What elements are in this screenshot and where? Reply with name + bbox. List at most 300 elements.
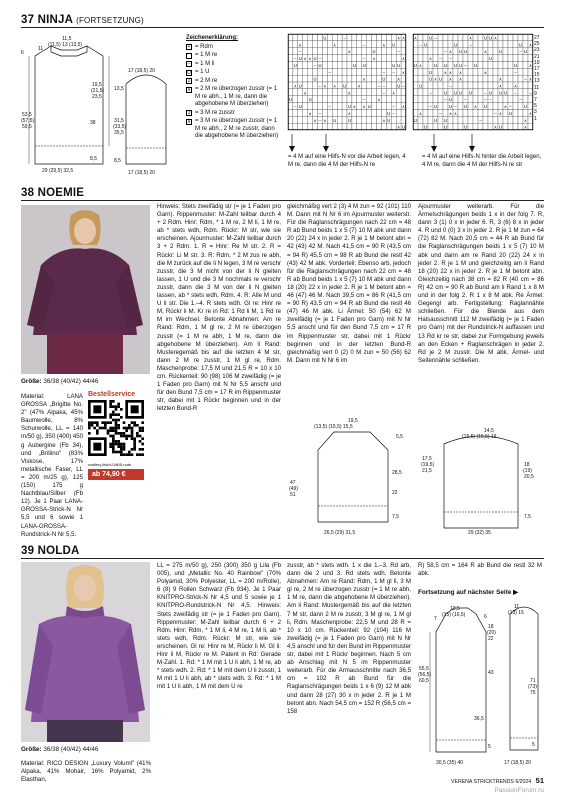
legend-item	[186, 61, 280, 69]
chart-cell	[362, 123, 367, 130]
chart-symbol: ∧	[498, 110, 503, 116]
chart-cell	[332, 75, 337, 82]
chart-cell	[357, 123, 362, 130]
chart-cell	[458, 55, 463, 62]
noemie-size-value: 36/38 (40/42) 44/46	[43, 378, 99, 385]
chart-cell	[367, 41, 372, 48]
chart-cell	[488, 116, 493, 123]
chart-cell	[352, 89, 357, 96]
chart-row-number: 25	[534, 41, 540, 48]
nolda-dim-10: 60,5	[419, 678, 429, 684]
chart-cell	[438, 61, 443, 68]
chart-symbol: –	[444, 97, 447, 103]
chart-cell	[377, 109, 382, 116]
chart-cell	[337, 41, 342, 48]
chart-symbol: ∧	[397, 35, 401, 41]
qr-module	[125, 427, 128, 430]
chart-cell	[322, 55, 327, 62]
chart-symbol: ∧	[498, 76, 503, 82]
chart-cell	[423, 55, 428, 62]
qr-module	[139, 453, 142, 456]
chart-cell	[493, 75, 498, 82]
chart-symbol: –	[449, 56, 452, 62]
ninja-sleeve-dim-2: 13,5	[114, 86, 124, 92]
chart-cell	[318, 68, 323, 75]
chart-cell	[342, 123, 347, 130]
qr-module	[115, 419, 118, 422]
ninja-sleeve-dim-1: 17 (18,5) 20	[128, 68, 155, 74]
qr-module	[141, 421, 144, 424]
chart-cell	[488, 123, 493, 130]
chart-row-number: 19	[534, 59, 540, 66]
chart-cell	[391, 75, 396, 82]
chart-cell	[386, 41, 391, 48]
chart-cell	[453, 34, 458, 41]
chart-row-number: 21	[534, 53, 540, 60]
qr-module	[91, 421, 94, 424]
chart-cell	[327, 75, 332, 82]
ninja-caption-left: = 4 M auf eine Hilfs-N vor die Arbeit legen, 4 M re, dann die 4 M der Hilfs-N re	[288, 154, 406, 168]
chart-cell	[423, 48, 428, 55]
chart-cell	[443, 55, 448, 62]
chart-symbol: –	[392, 110, 395, 116]
qr-module	[128, 451, 131, 454]
ninja-front-dim-10: 59,5	[22, 124, 32, 130]
chart-cell	[352, 75, 357, 82]
chart-cell	[463, 82, 468, 89]
chart-cell	[381, 96, 386, 103]
chart-cell	[396, 68, 401, 75]
chart-symbol: ∧	[352, 104, 356, 110]
chart-cell	[327, 48, 332, 55]
chart-cell	[478, 34, 483, 41]
chart-cell	[303, 109, 308, 116]
chart-cell	[518, 103, 523, 110]
chart-cell	[322, 89, 327, 96]
chart-row-number: 13	[534, 78, 540, 85]
chart-cell	[386, 48, 391, 55]
chart-cell	[418, 68, 423, 75]
chart-cell	[443, 103, 448, 110]
chart-cell	[377, 116, 382, 123]
chart-symbol: U	[413, 62, 418, 68]
chart-cell	[367, 61, 372, 68]
chart-cell	[438, 89, 443, 96]
chart-cell	[488, 75, 493, 82]
chart-symbol: U	[453, 62, 458, 68]
chart-cell	[298, 96, 303, 103]
chart-symbol: ∧	[503, 104, 508, 110]
nolda-title: 39 NOLDA	[21, 545, 80, 557]
chart-cell	[453, 116, 458, 123]
chart-cell	[308, 41, 313, 48]
chart-cell	[413, 96, 418, 103]
chart-cell	[463, 116, 468, 123]
chart-cell	[362, 68, 367, 75]
chart-cell	[362, 116, 367, 123]
chart-cell	[493, 41, 498, 48]
chart-symbol: ∧	[528, 62, 533, 68]
service-url[interactable]: craftery.link/v24ii05-rode	[88, 462, 132, 467]
qr-module	[141, 448, 144, 451]
chart-symbol: –	[377, 83, 381, 89]
qr-module	[141, 427, 144, 430]
chart-cell	[468, 96, 473, 103]
qr-module	[125, 437, 128, 440]
chart-cell	[508, 48, 513, 55]
noemie-sleeve-schematic	[426, 428, 536, 544]
legend-item	[186, 44, 280, 52]
qr-module	[125, 429, 128, 432]
chart-symbol: U	[443, 62, 448, 68]
chart-cell	[347, 75, 352, 82]
chart-cell	[362, 34, 367, 41]
chart-symbol: U	[298, 104, 302, 110]
qr-module	[93, 427, 96, 430]
chart-symbol: U	[323, 35, 327, 41]
chart-symbol: U	[397, 62, 401, 68]
qr-module	[115, 421, 118, 424]
qr-module	[112, 437, 115, 440]
noemie-material: Material: LANA GROSSA „Brigitte No. 2" (47% Alpaka, 45% Baumwolle, 8% Schurwolle, LL = 140 m/50 g), 350 (400) 450 g Aubergine (Fb 34), und „Brillino" (83% Viskose, 17% metallische Faser, LL = 200 m/25 g), 125 (150) 175 g Nachtblau/Silber (Fb 12). Je 1 Paar LANA-GROSSA-Strick-N Nr 5,5 und 6 sowie 1 LANA-GROSSA-Rundstrick-N Nr 5,5.	[21, 393, 83, 538]
chart-cell	[396, 116, 401, 123]
chart-symbol: –	[519, 97, 522, 103]
qr-module	[131, 429, 134, 432]
chart-symbol: –	[419, 42, 422, 48]
chart-cell	[401, 75, 406, 82]
chart-cell	[288, 34, 293, 41]
chart-symbol: –	[439, 110, 442, 116]
chart-symbol: U	[298, 83, 302, 89]
qr-module	[93, 421, 96, 424]
chart-symbol: U	[483, 104, 488, 110]
chart-cell	[303, 34, 308, 41]
noemie-body-dim-8: 22	[392, 490, 398, 496]
qr-module	[96, 424, 99, 427]
ninja-chart-right	[413, 34, 533, 130]
chart-cell	[386, 123, 391, 130]
ninja-front-dim-11: 38	[90, 120, 96, 126]
chart-cell	[381, 103, 386, 110]
nolda-continue[interactable]: Fortsetzung auf nächster Seite ▶	[418, 589, 519, 596]
qr-module	[115, 432, 118, 435]
ninja-front-dim-9: (57,5)	[21, 118, 35, 124]
noemie-size	[21, 378, 98, 385]
chart-cell	[468, 55, 473, 62]
chart-cell	[293, 123, 298, 130]
ninja-title: 37 NINJA	[21, 14, 73, 26]
noemie-order-service	[88, 391, 152, 480]
chart-cell	[332, 68, 337, 75]
chart-cell	[453, 55, 458, 62]
chart-cell	[418, 103, 423, 110]
chart-cell	[498, 116, 503, 123]
ninja-front-dim-1: 11,5	[62, 36, 72, 42]
noemie-body-dim-10: 26,5 (29) 31,5	[324, 530, 356, 536]
noemie-sleeve-dim-5: 21,5	[422, 468, 432, 474]
chart-symbol: U	[433, 62, 438, 68]
legend-symbol-icon: +	[187, 44, 191, 50]
chart-cell	[288, 116, 293, 123]
nolda-dim-11: 43	[488, 670, 494, 676]
chart-symbol: ∧	[402, 104, 406, 110]
nolda-size-value: 36/38 (40/42) 44/46	[43, 746, 99, 753]
qr-module	[88, 432, 91, 435]
chart-symbol: –	[382, 90, 386, 96]
chart-cell	[433, 96, 438, 103]
chart-cell	[308, 34, 313, 41]
legend-text: = 3 M re überzogen zusstr (= 1 M re abh., 2 M re zusstr, dann die abgehobene M überziehen)	[195, 118, 279, 139]
chart-row-number: 7	[534, 97, 537, 104]
chart-cell	[377, 68, 382, 75]
nolda-rule	[21, 558, 544, 559]
chart-cell	[518, 55, 523, 62]
chart-cell	[308, 68, 313, 75]
chart-cell	[322, 103, 327, 110]
chart-cell	[418, 48, 423, 55]
chart-symbol: –	[444, 49, 447, 55]
chart-cell	[372, 68, 377, 75]
chart-symbol: –	[469, 42, 472, 48]
chart-symbol: U	[428, 35, 433, 41]
chart-symbol: –	[429, 104, 432, 110]
chart-cell	[327, 61, 332, 68]
chart-cell	[473, 96, 478, 103]
chart-cell	[478, 55, 483, 62]
chart-cell	[473, 123, 478, 130]
ninja-cable-icons	[288, 132, 544, 154]
noemie-sleeve-dim-3: 17,5	[422, 456, 432, 462]
chart-cell	[508, 116, 513, 123]
chart-cell	[372, 75, 377, 82]
legend-item	[186, 118, 280, 141]
chart-symbol: U	[463, 49, 468, 55]
chart-cell	[318, 34, 323, 41]
chart-cell	[318, 123, 323, 130]
chart-cell	[298, 123, 303, 130]
chart-symbol: ∧	[303, 90, 307, 96]
qr-module	[104, 427, 107, 430]
chart-cell	[518, 61, 523, 68]
chart-symbol: U	[397, 83, 401, 89]
chart-cell	[498, 55, 503, 62]
chart-cell	[518, 116, 523, 123]
chart-cell	[396, 55, 401, 62]
chart-cell	[298, 116, 303, 123]
chart-cell	[293, 41, 298, 48]
chart-cell	[391, 55, 396, 62]
qr-module	[107, 432, 110, 435]
ninja-front-dim-12: 8,5	[90, 156, 97, 162]
chart-cell	[428, 41, 433, 48]
qr-module	[115, 424, 118, 427]
chart-cell	[308, 103, 313, 110]
chart-cell	[322, 109, 327, 116]
chart-cell	[372, 89, 377, 96]
nolda-size-label: Größe:	[21, 746, 42, 753]
chart-cell	[513, 109, 518, 116]
chart-cell	[528, 123, 533, 130]
chart-cell	[313, 109, 318, 116]
qr-module	[141, 453, 144, 456]
chart-row-number: 23	[534, 47, 540, 54]
qr-module	[120, 435, 123, 438]
chart-cell	[391, 82, 396, 89]
chart-symbol: –	[494, 110, 497, 116]
chart-symbol: –	[464, 97, 467, 103]
qr-module	[115, 427, 118, 430]
ninja-front-dim-7: 23,5	[92, 94, 102, 100]
chart-symbol: U	[498, 49, 503, 55]
chart-cell	[473, 68, 478, 75]
chart-symbol: ∧	[323, 117, 327, 123]
noemie-body-dim-1: 19,5	[348, 418, 358, 424]
chart-cell	[288, 82, 293, 89]
chart-symbol: U	[468, 90, 473, 96]
chart-cell	[488, 68, 493, 75]
chart-cell	[367, 109, 372, 116]
noemie-body-dim-9: 7,5	[392, 514, 399, 520]
chart-symbol: U	[483, 35, 488, 41]
ninja-front-dim-13: 29 (29,5) 32,5	[42, 168, 74, 174]
legend-item	[186, 52, 280, 60]
noemie-body-dim-6: (49)	[289, 486, 298, 492]
chart-cell	[377, 103, 382, 110]
chart-cell	[478, 82, 483, 89]
qr-module	[107, 429, 110, 432]
chart-symbol: –	[318, 110, 322, 116]
chart-cell	[332, 55, 337, 62]
qr-module	[131, 437, 134, 440]
chart-symbol: U	[423, 124, 428, 130]
legend-text: = 2 M re überzogen zusstr (= 1 M re abh., 1 M re, dann die abgehobene M überziehen)	[195, 86, 278, 107]
chart-cell	[463, 75, 468, 82]
chart-cell	[483, 123, 488, 130]
chart-symbol: ∧	[333, 42, 337, 48]
chart-cell	[413, 75, 418, 82]
chart-cell	[448, 34, 453, 41]
chart-cell	[448, 41, 453, 48]
chart-row-number: 5	[534, 103, 537, 110]
chart-cell	[488, 48, 493, 55]
chart-cell	[377, 75, 382, 82]
chart-symbol: U	[418, 83, 423, 89]
ninja-front-dim-2: (11,5) 13 (13,5)	[48, 42, 83, 48]
chart-symbol: –	[328, 69, 331, 75]
chart-cell	[342, 89, 347, 96]
ninja-front-schematic	[21, 34, 113, 184]
qr-code-icon[interactable]	[88, 400, 144, 456]
chart-cell	[528, 82, 533, 89]
chart-symbol: –	[343, 35, 346, 41]
chart-cell	[298, 89, 303, 96]
chart-cell	[503, 109, 508, 116]
chart-cell	[322, 68, 327, 75]
chart-cell	[288, 68, 293, 75]
chart-cell	[303, 61, 308, 68]
chart-cell	[322, 75, 327, 82]
chart-cell	[342, 109, 347, 116]
chart-cell	[308, 48, 313, 55]
chart-cell	[483, 41, 488, 48]
qr-module	[117, 451, 120, 454]
chart-cell	[438, 68, 443, 75]
chart-row-number: 11	[534, 84, 540, 91]
chart-cell	[362, 89, 367, 96]
chart-row-number: 1	[534, 115, 537, 122]
chart-cell	[372, 109, 377, 116]
legend-symbol-icon: ∧	[187, 118, 191, 125]
chart-symbol: ∧	[418, 62, 423, 68]
chart-cell	[433, 109, 438, 116]
chart-symbol: –	[294, 104, 297, 110]
chart-cell	[508, 89, 513, 96]
noemie-body-dim-2: (13,5) (15,5) 15,5	[314, 424, 353, 430]
chart-cell	[458, 34, 463, 41]
chart-cell	[438, 123, 443, 130]
chart-symbol: –	[489, 97, 492, 103]
qr-module	[120, 448, 123, 451]
noemie-body-dim-7: 51	[290, 492, 296, 498]
chart-cell	[523, 68, 528, 75]
chart-cell	[473, 41, 478, 48]
chart-cell	[423, 103, 428, 110]
qr-module	[131, 421, 134, 424]
chart-cell	[498, 96, 503, 103]
chart-cell	[438, 116, 443, 123]
chart-cell	[503, 48, 508, 55]
chart-cell	[367, 68, 372, 75]
footer-brand: VERENA STRICKTRENDS 6/2024	[451, 779, 532, 785]
chart-cell	[418, 89, 423, 96]
chart-symbol: ∧	[347, 49, 351, 55]
qr-module	[115, 405, 118, 408]
chart-cell	[357, 109, 362, 116]
chart-cell	[428, 82, 433, 89]
qr-module	[120, 451, 123, 454]
chart-cell	[428, 123, 433, 130]
chart-cell	[528, 48, 533, 55]
nolda-dim-2: (15) (16,5)	[442, 612, 466, 618]
chart-symbol: U	[503, 90, 508, 96]
chart-symbol: ∧	[473, 104, 478, 110]
chart-cell	[337, 75, 342, 82]
chart-cell	[337, 61, 342, 68]
footer-site[interactable]: PassionForum.ru	[494, 787, 544, 794]
chart-symbol: ∧	[308, 56, 312, 62]
chart-cell	[327, 116, 332, 123]
chart-cell	[503, 96, 508, 103]
chart-cell	[327, 123, 332, 130]
chart-cell	[523, 55, 528, 62]
nolda-col-3: zusstr, ab * stets wdh. 1 x die 1.–3. Rd arb, dann die 2 und 3. Rd stets wdh. Betonte Abnahmen: Am re Rand: Rdm, 1 M gl li, 3 M gl re, 2 M re überzogen zusstr (= 1 M re abh, 1 M re, dann die abgehobene M überziehen). Am li Rand: Mustergemäß bis auf die letzten 7 M str, dann 2 M re zusstr, 3 M gl re, 1 M gl li, Rdm. Maschenprobe: 22,5 M und 28 R = 10 x 10 cm. Rückenteil: 92 (104) 116 M zweifädig (= je 1 Faden pro Garn) mit N Nr 4,5 anschl und für den Bund im Rippenmuster str, dabei mit 1 Rückr beginnen. Nach 5 cm ab Anschlag mit N 5 im Rippenmuster weiterarb. Für die Armausschnitte nach 36,5 cm = 102 R ab Bund für die Raglanschrägungen beids 1 x 6 (9) 12 M abk und dann 28 (27) 30 x in jeder 2. R je 1 M betont abn. Nach 54,5 cm = 152 R (56,5 cm = 158	[287, 562, 411, 715]
chart-cell	[377, 41, 382, 48]
chart-symbol: ∧	[433, 76, 438, 82]
qr-module	[88, 427, 91, 430]
price-badge[interactable]: ab 74,90 €	[88, 469, 144, 480]
chart-symbol: ∧	[483, 69, 488, 75]
chart-symbol: U	[488, 35, 493, 41]
nolda-dim-7: 22	[488, 636, 494, 642]
qr-module	[117, 443, 120, 446]
nolda-sleeve-dim-1: 11	[514, 604, 520, 610]
chart-cell	[493, 68, 498, 75]
chart-cell	[438, 103, 443, 110]
chart-cell	[313, 89, 318, 96]
chart-cell	[342, 61, 347, 68]
chart-cell	[303, 123, 308, 130]
chart-symbol: –	[434, 35, 437, 41]
